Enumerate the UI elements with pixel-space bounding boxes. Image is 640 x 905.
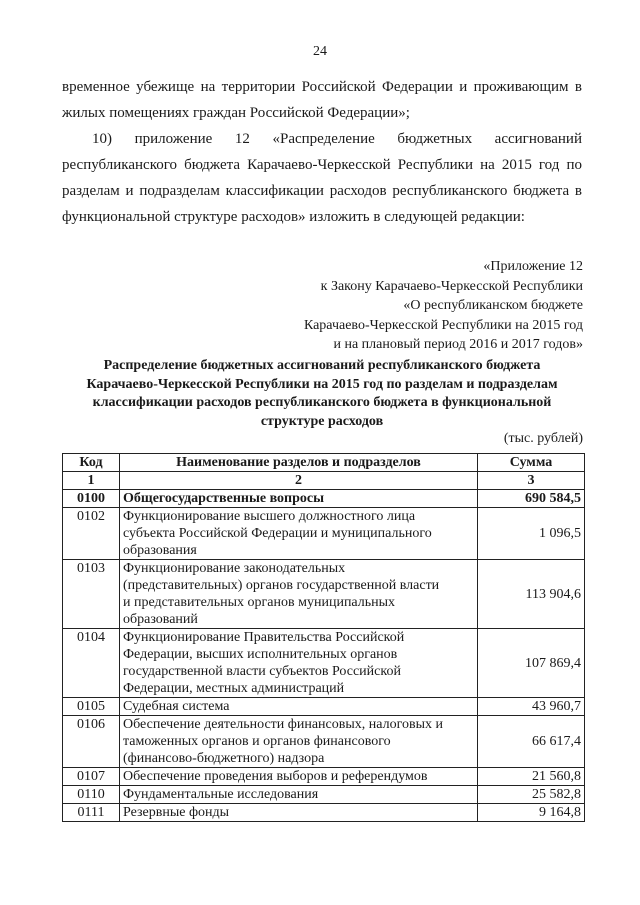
row-code: 0104 [63, 629, 120, 698]
row-code: 0107 [63, 768, 120, 786]
row-code: 0106 [63, 716, 120, 768]
table-row [63, 698, 585, 716]
row-name-line: Функционирование высшего должностного лица [123, 509, 416, 524]
row-name-line: Общегосударственные вопросы [123, 491, 325, 506]
column-number: 3 [478, 472, 585, 490]
title-line: Карачаево-Черкесской Республики на 2015 год по разделам и подразделам [86, 376, 558, 392]
text-line: временное убежище на территории Российской Федерации и проживающим в [62, 79, 582, 95]
row-name-line: Федерации, высших исполнительных органов [123, 647, 398, 662]
appendix-line: «Приложение 12 [483, 259, 583, 274]
row-name-line: таможенных органов и органов финансового [123, 734, 391, 749]
row-name-line: Обеспечение деятельности финансовых, налоговых и [123, 717, 443, 732]
text-line: жилых помещениях граждан Российской Федерации»; [62, 105, 410, 121]
row-name-line: Фундаментальные исследования [123, 787, 319, 802]
intro-paragraph-1 [62, 74, 582, 126]
row-name-line: (финансово-бюджетного) надзора [123, 751, 325, 766]
appendix-reference [304, 257, 583, 355]
row-name-line: Резервные фонды [123, 805, 230, 820]
appendix-line: и на плановый период 2016 и 2017 годов» [333, 337, 583, 352]
text-line: функциональной структуре расходов» изложить в следующей редакции: [62, 209, 525, 225]
table-row [63, 768, 585, 786]
row-name-line: образования [123, 543, 197, 558]
budget-table [62, 453, 585, 822]
row-name [120, 508, 478, 560]
column-number-row [63, 472, 585, 490]
budget-table-body [63, 490, 585, 822]
row-name [120, 804, 478, 822]
title-line: Распределение бюджетных ассигнований республиканского бюджета [103, 358, 541, 373]
row-name [120, 768, 478, 786]
row-name [120, 490, 478, 508]
appendix-line: Карачаево-Черкесской Республики на 2015 год [303, 317, 583, 333]
title-line: структуре расходов [260, 413, 384, 429]
row-name [120, 786, 478, 804]
row-name-line: и представительных органов муниципальных [123, 595, 396, 610]
table-row [63, 716, 585, 768]
table-row [63, 629, 585, 698]
row-code: 0110 [63, 786, 120, 804]
row-name-line: Судебная система [123, 699, 230, 714]
table-row [63, 490, 585, 508]
row-name [120, 716, 478, 768]
row-sum: 690 584,5 [478, 490, 585, 508]
row-code: 0100 [63, 490, 120, 508]
row-code: 0103 [63, 560, 120, 629]
intro-paragraph-2 [62, 126, 582, 230]
table-row [63, 508, 585, 560]
row-sum: 9 164,8 [478, 804, 585, 822]
row-sum: 113 904,6 [478, 560, 585, 629]
row-sum: 43 960,7 [478, 698, 585, 716]
row-code: 0111 [63, 804, 120, 822]
text-line: 10) приложение 12 «Распределение бюджетных ассигнований [92, 131, 582, 147]
row-name [120, 698, 478, 716]
row-name-line: государственной власти субъектов Российской [123, 664, 401, 679]
page-number: 24 [313, 44, 327, 59]
row-code: 0102 [63, 508, 120, 560]
text-line: разделам и подразделам классификации расходов республиканского бюджета в [62, 183, 582, 199]
table-row [63, 804, 585, 822]
row-name [120, 560, 478, 629]
appendix-line: «О республиканском бюджете [403, 298, 583, 313]
header-name: Наименование разделов и подразделов [120, 454, 478, 472]
row-name-line: образований [123, 612, 198, 627]
table-row [63, 560, 585, 629]
column-number: 2 [120, 472, 478, 490]
row-name-line: Функционирование законодательных [123, 561, 346, 576]
table-row [63, 786, 585, 804]
title-line: классификации расходов республиканского бюджета в функциональной [92, 395, 552, 410]
header-code: Код [63, 454, 120, 472]
row-sum: 21 560,8 [478, 768, 585, 786]
row-code: 0105 [63, 698, 120, 716]
row-sum: 25 582,8 [478, 786, 585, 804]
row-name-line: Функционирование Правительства Российской [123, 630, 405, 645]
column-number: 1 [63, 472, 120, 490]
row-sum: 66 617,4 [478, 716, 585, 768]
row-name-line: субъекта Российской Федерации и муниципального [123, 526, 432, 541]
appendix-line: к Закону Карачаево-Черкесской Республики [320, 278, 583, 294]
units-label: (тыс. рублей) [503, 431, 583, 446]
row-sum: 1 096,5 [478, 508, 585, 560]
row-name [120, 629, 478, 698]
row-name-line: Обеспечение проведения выборов и референдумов [123, 769, 428, 784]
table-header-row [63, 454, 585, 472]
text-line: республиканского бюджета Карачаево-Черкесской Республики на 2015 год по [62, 157, 582, 173]
table-title [62, 357, 582, 431]
row-name-line: (представительных) органов государственной власти [123, 578, 440, 593]
row-name-line: Федерации, местных администраций [123, 681, 345, 696]
header-sum: Сумма [478, 454, 585, 472]
row-sum: 107 869,4 [478, 629, 585, 698]
